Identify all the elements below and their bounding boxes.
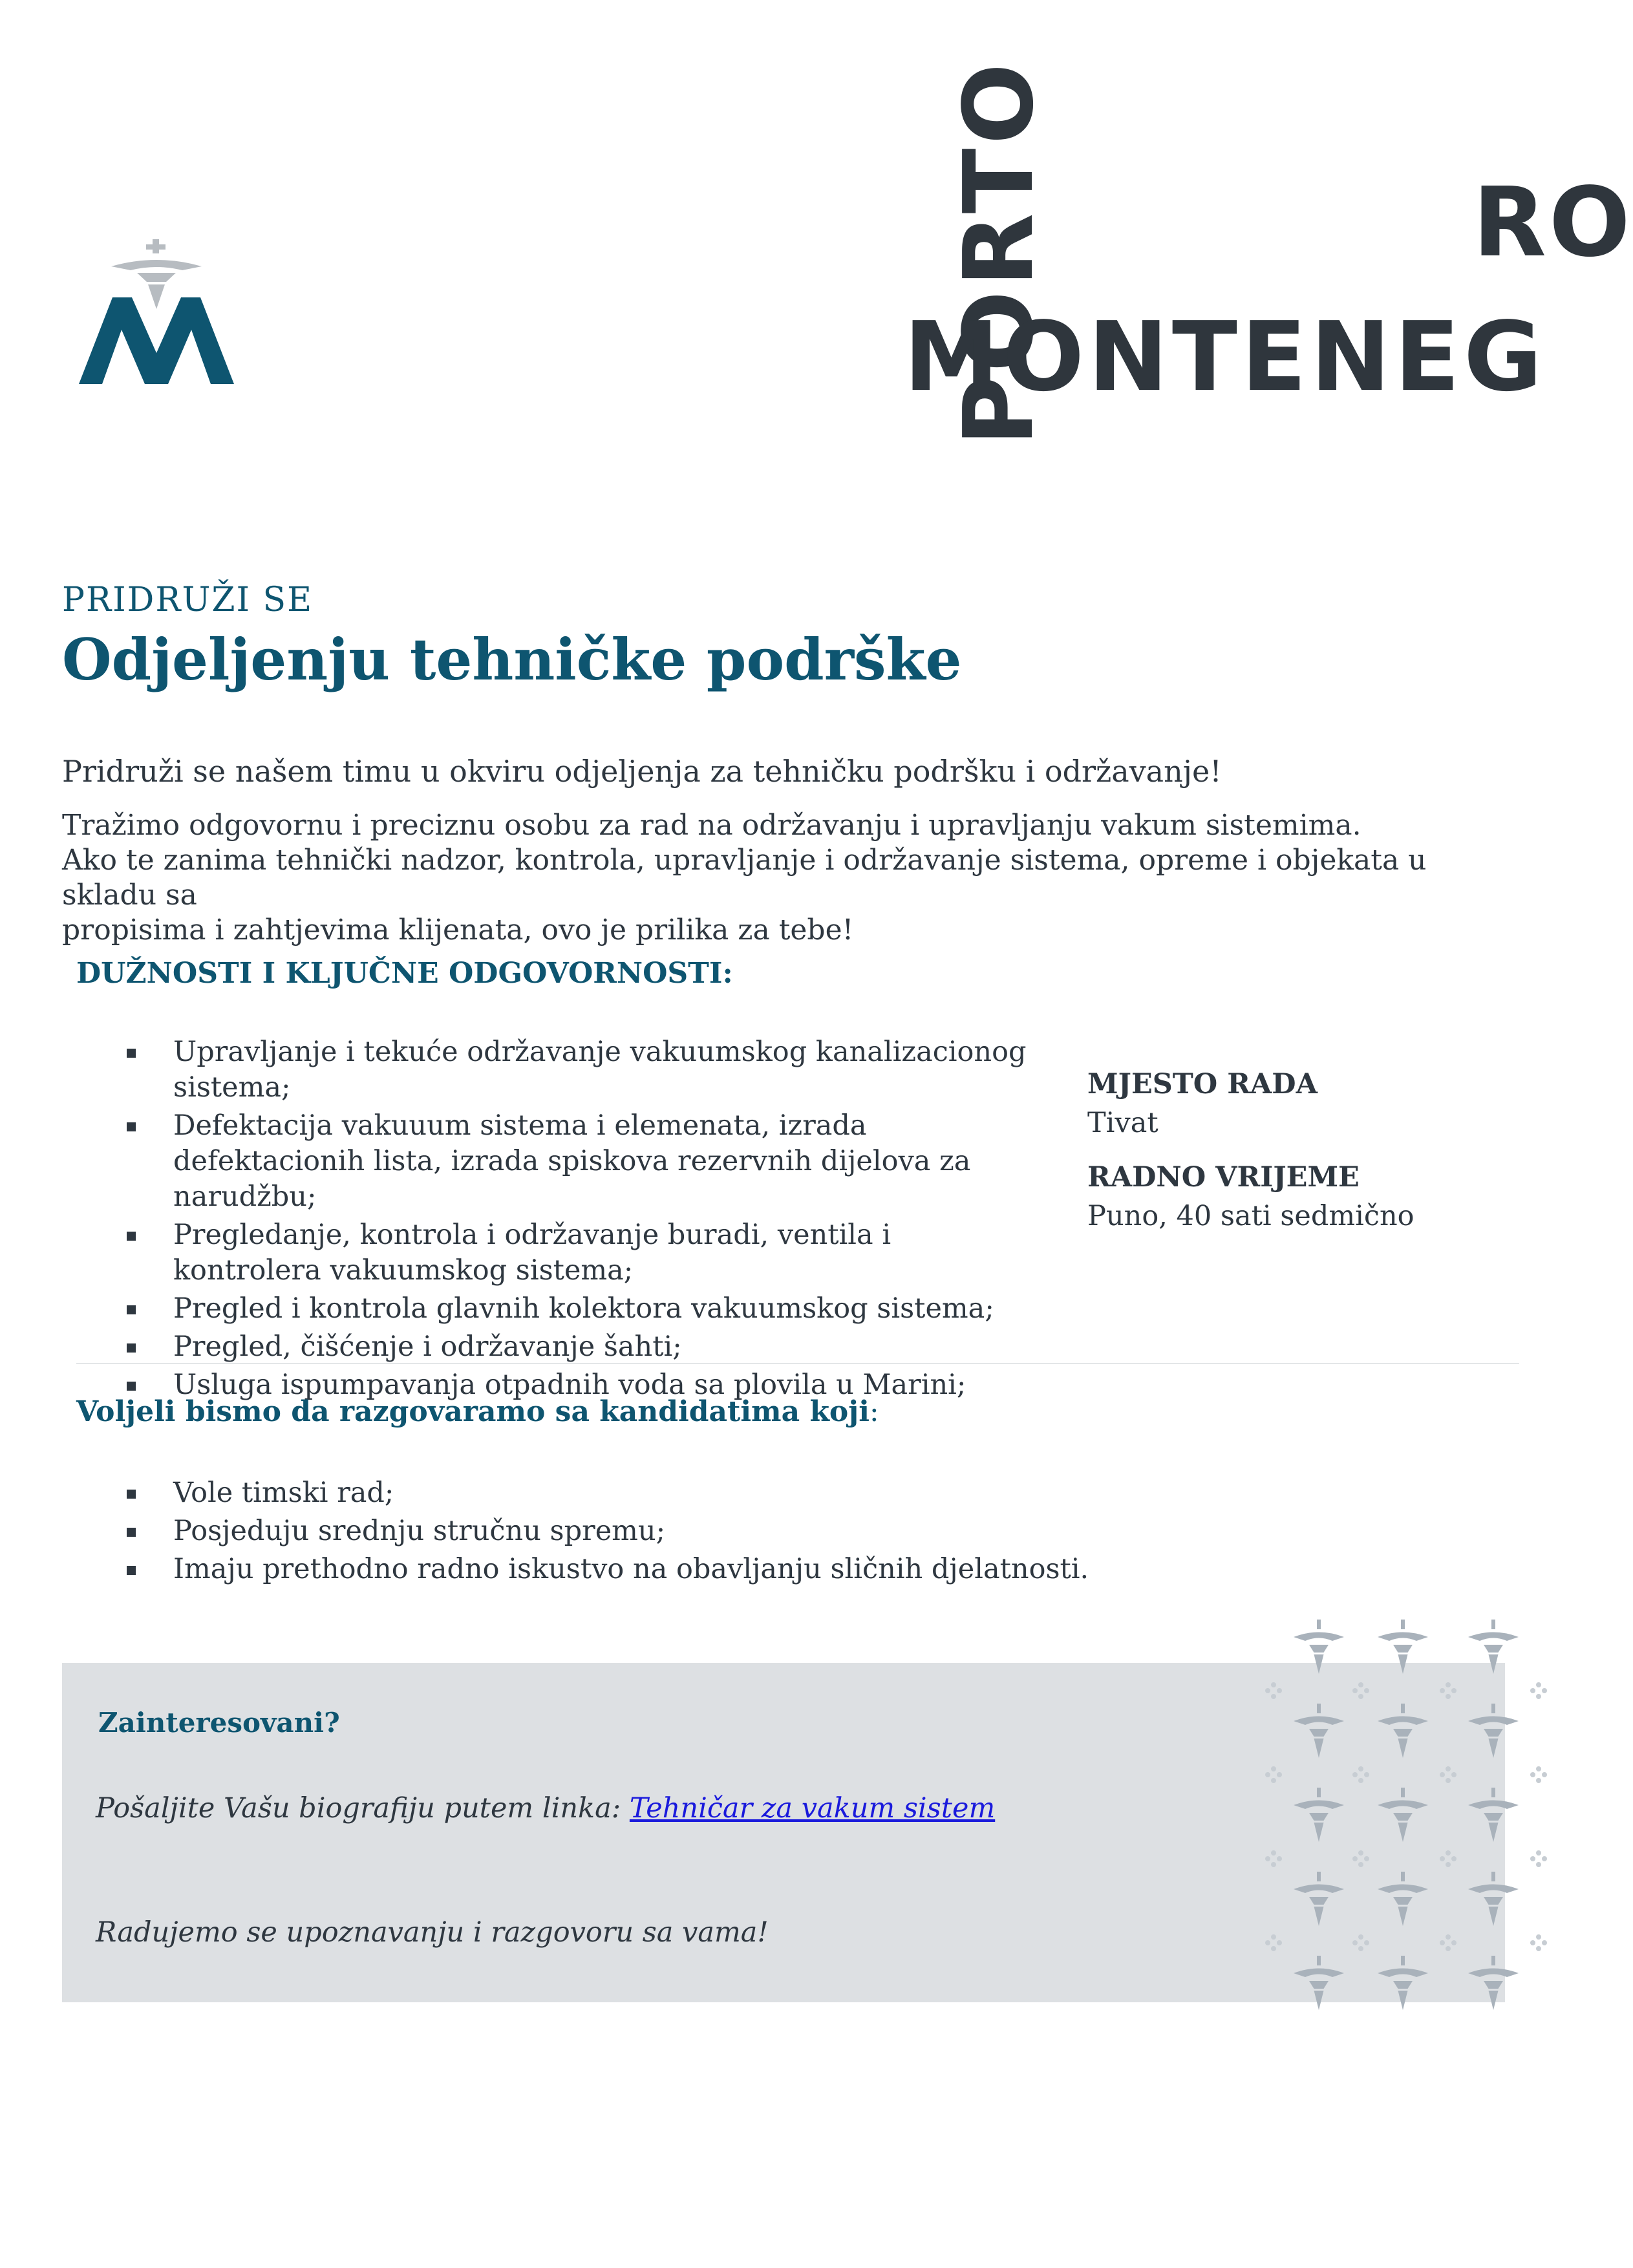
list-item: Posjeduju srednju stručnu spremu; (76, 1514, 1175, 1549)
description-line: Tražimo odgovornu i preciznu osobu za rad na održavanju i upravljanju vakum sistemima. (62, 809, 1361, 842)
list-item: Pregled i kontrola glavnih kolektora vakuumskog sistema; (76, 1291, 1046, 1327)
porto-montenegro-m-logo (72, 239, 240, 394)
list-item: Upravljanje i tekuće održavanje vakuumskog kanalizacionog sistema; (76, 1034, 1046, 1106)
apply-instruction: Pošaljite Vašu biografiju putem linka: Tehničar za vakum sistem (96, 1792, 996, 1824)
description-line: propisima i zahtjevima klijenata, ovo je prilika za tebe! (62, 914, 854, 947)
sparkle-icon (1352, 1682, 1369, 1699)
m-logo-icon (72, 239, 240, 394)
emblem-icon (1468, 1704, 1519, 1758)
bullet-square-icon (127, 1343, 136, 1353)
emblem-icon (1294, 1704, 1344, 1758)
emblem-icon (1378, 1956, 1428, 2010)
bullet-square-icon (127, 1232, 136, 1241)
emblem-icon (1378, 1788, 1428, 1842)
location-value: Tivat (1087, 1107, 1158, 1139)
apply-heading: Zainteresovani? (98, 1707, 340, 1738)
duties-list (76, 1034, 1046, 1406)
emblem-pattern-decoration (1248, 1623, 1558, 2037)
emblem-icon (1468, 1956, 1519, 2010)
emblem-icon (1468, 1620, 1519, 1674)
bullet-square-icon (127, 1490, 136, 1499)
list-item: Pregled, čišćenje i održavanje šahti; (76, 1329, 1046, 1365)
emblem-icon (1468, 1788, 1519, 1842)
intro-text: Pridruži se našem timu u okviru odjeljenja za tehničku podršku i održavanje! (62, 754, 1222, 789)
bullet-square-icon (127, 1305, 136, 1314)
bullet-square-icon (127, 1049, 136, 1058)
list-item: Pregledanje, kontrola i održavanje buradi, ventila i kontrolera vakuumskog sistema; (76, 1217, 1046, 1289)
monteneg-wordmark: MONTENEG (904, 301, 1546, 412)
sparkle-icon (1530, 1766, 1547, 1783)
application-link[interactable]: Tehničar za vakum sistem (629, 1792, 996, 1824)
sparkle-icon (1265, 1850, 1282, 1867)
location-label: MJESTO RADA (1087, 1068, 1318, 1100)
sparkle-icon (1530, 1850, 1547, 1867)
sparkle-icon (1530, 1934, 1547, 1951)
emblem-icon (1468, 1872, 1519, 1926)
porto-wordmark-vertical: PORTO (943, 59, 1054, 446)
ro-wordmark: RO (1473, 167, 1633, 278)
sparkle-icon (1440, 1766, 1457, 1783)
hours-label: RADNO VRIJEME (1087, 1161, 1360, 1193)
sparkle-icon (1530, 1682, 1547, 1699)
emblem-icon (1378, 1620, 1428, 1674)
hours-value: Puno, 40 sati sedmično (1087, 1200, 1414, 1232)
section-divider (76, 1363, 1519, 1364)
bullet-square-icon (127, 1528, 136, 1537)
description (62, 808, 1510, 948)
bullet-square-icon (127, 1566, 136, 1575)
sparkle-icon (1265, 1682, 1282, 1699)
sparkle-icon (1440, 1934, 1457, 1951)
sparkle-icon (1352, 1850, 1369, 1867)
emblem-icon (1294, 1956, 1344, 2010)
duties-heading: DUŽNOSTI I KLJUČNE ODGOVORNOSTI: (76, 957, 733, 990)
emblem-icon (1294, 1788, 1344, 1842)
bullet-square-icon (127, 1122, 136, 1131)
emblem-icon (1378, 1872, 1428, 1926)
sparkle-icon (1352, 1766, 1369, 1783)
candidates-heading: Voljeli bismo da razgovaramo sa kandidatima koji: (76, 1395, 879, 1428)
sparkle-icon (1352, 1934, 1369, 1951)
emblem-icon (1378, 1704, 1428, 1758)
candidates-list (76, 1475, 1175, 1590)
sparkle-icon (1440, 1682, 1457, 1699)
list-item: Usluga ispumpavanja otpadnih voda sa plovila u Marini; (76, 1367, 1046, 1403)
list-item: Defektacija vakuuum sistema i elemenata, izrada defektacionih lista, izrada spiskova rezervnih dijelova za narudžbu; (76, 1108, 1046, 1215)
heading-kicker: PRIDRUŽI SE (62, 581, 314, 619)
emblem-icon (1294, 1872, 1344, 1926)
list-item: Vole timski rad; (76, 1475, 1175, 1511)
emblem-icon (1294, 1620, 1344, 1674)
sparkle-icon (1265, 1934, 1282, 1951)
bullet-square-icon (127, 1382, 136, 1391)
list-item: Imaju prethodno radno iskustvo na obavljanju sličnih djelatnosti. (76, 1552, 1175, 1587)
description-line: Ako te zanima tehnički nadzor, kontrola, upravljanje i održavanje sistema, opreme i objekata u skladu sa (62, 844, 1427, 912)
sparkle-icon (1265, 1766, 1282, 1783)
page-title: Odjeljenju tehničke podrške (62, 626, 962, 693)
sparkle-icon (1440, 1850, 1457, 1867)
closing-text: Radujemo se upoznavanju i razgovoru sa vama! (96, 1916, 769, 1949)
